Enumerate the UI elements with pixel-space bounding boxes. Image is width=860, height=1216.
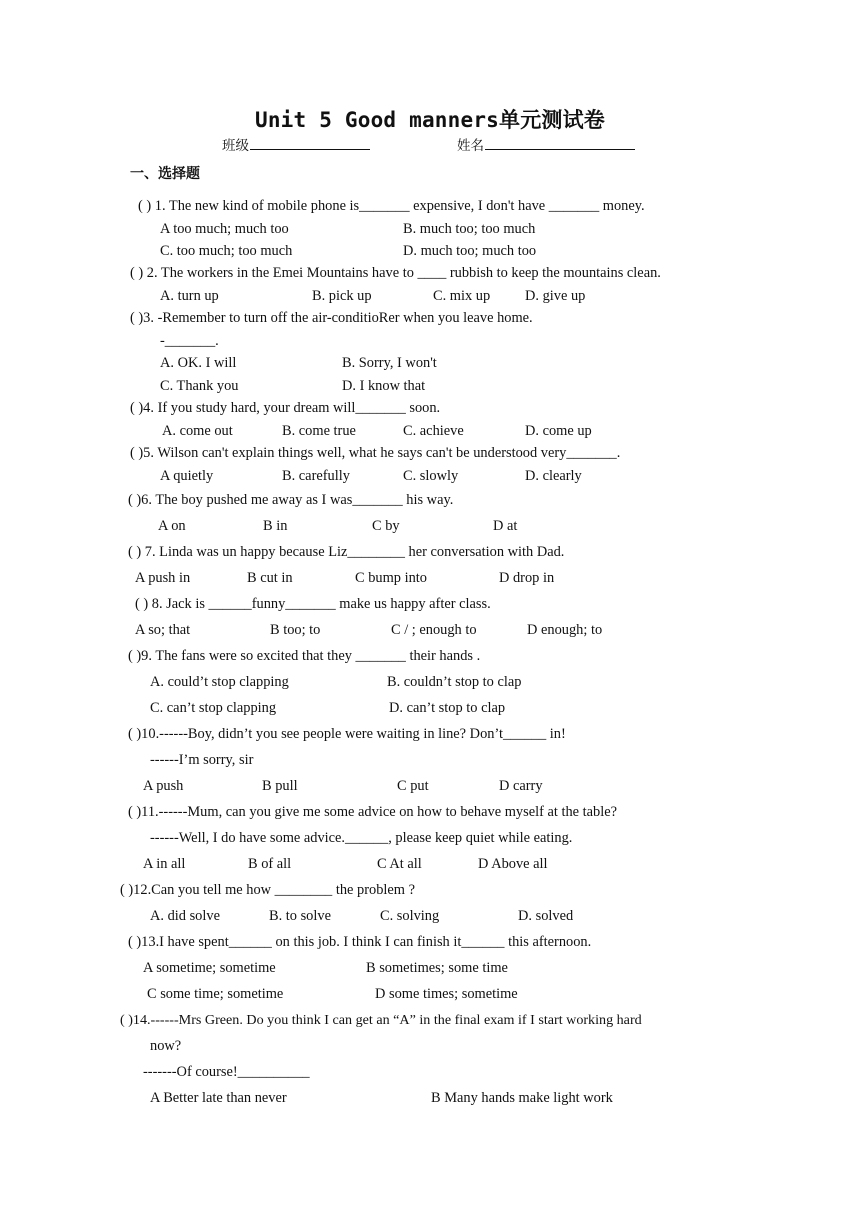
class-blank — [250, 148, 370, 150]
q13-option-c: C some time; sometime — [147, 986, 284, 1002]
q7-option-c: C bump into — [355, 570, 427, 586]
page-title: Unit 5 Good manners单元测试卷 — [254, 108, 606, 132]
q9-option-c: C. can’t stop clapping — [150, 700, 277, 716]
q7-option-b: B cut in — [247, 570, 293, 586]
q12-option-b: B. to solve — [269, 908, 331, 924]
q13-option-d: D some times; sometime — [375, 986, 518, 1002]
q10-option-b: B pull — [262, 778, 298, 794]
q3-option-a: A. OK. I will — [160, 355, 237, 371]
question-13: ( )13.I have spent______ on this job. I think I can finish it______ this afternoon. — [128, 934, 592, 950]
q3-option-b: B. Sorry, I won't — [342, 355, 437, 371]
question-6: ( )6. The boy pushed me away as I was_______ his way. — [128, 492, 454, 508]
q14-option-b: B Many hands make light work — [431, 1090, 613, 1106]
q10-option-d: D carry — [499, 778, 543, 794]
question-7: ( ) 7. Linda was un happy because Liz________ her conversation with Dad. — [128, 544, 565, 560]
q8-option-b: B too; to — [270, 622, 321, 638]
question-4: ( )4. If you study hard, your dream will_______ soon. — [130, 400, 441, 416]
q4-option-d: D. come up — [525, 423, 592, 439]
q2-option-d: D. give up — [525, 288, 586, 304]
q11-response: ------Well, I do have some advice.______, please keep quiet while eating. — [150, 830, 573, 846]
question-12: ( )12.Can you tell me how ________ the problem ? — [120, 882, 415, 898]
question-3: ( )3. -Remember to turn off the air-conditioRer when you leave home. — [130, 310, 533, 326]
q12-option-a: A. did solve — [150, 908, 220, 924]
q12-option-c: C. solving — [380, 908, 440, 924]
q6-option-b: B in — [263, 518, 288, 534]
q7-option-d: D drop in — [499, 570, 555, 586]
q12-option-d: D. solved — [518, 908, 574, 924]
q5-option-b: B. carefully — [282, 468, 350, 484]
q3-option-d: D. I know that — [342, 378, 426, 394]
q10-option-c: C put — [397, 778, 429, 794]
q13-option-a: A sometime; sometime — [143, 960, 276, 976]
question-9: ( )9. The fans were so excited that they _______ their hands . — [128, 648, 481, 664]
q11-option-d: D Above all — [478, 856, 548, 872]
q14-option-a: A Better late than never — [150, 1090, 287, 1106]
q5-option-d: D. clearly — [525, 468, 582, 484]
q4-option-c: C. achieve — [403, 423, 464, 439]
q10-option-a: A push — [143, 778, 184, 794]
q3-response: -_______. — [160, 333, 219, 349]
q8-option-c: C / ; enough to — [391, 622, 477, 638]
q9-option-d: D. can’t stop to clap — [389, 700, 506, 716]
q1-option-a: A too much; much too — [160, 221, 289, 237]
question-2: ( ) 2. The workers in the Emei Mountains have to ____ rubbish to keep the mountains clean. — [130, 265, 661, 281]
question-5: ( )5. Wilson can't explain things well, what he says can't be understood very_______. — [130, 445, 621, 461]
q6-option-d: D at — [493, 518, 518, 534]
class-label: 班级 — [222, 138, 249, 154]
q8-option-d: D enough; to — [527, 622, 603, 638]
q1-option-b: B. much too; too much — [403, 221, 536, 237]
q3-option-c: C. Thank you — [160, 378, 239, 394]
question-14: ( )14.------Mrs Green. Do you think I can get an “A” in the final exam if I start working hard — [120, 1012, 642, 1028]
class-field — [222, 137, 370, 155]
question-14-continued: now? — [150, 1038, 182, 1054]
q7-option-a: A push in — [135, 570, 191, 586]
q5-option-c: C. slowly — [403, 468, 459, 484]
q9-option-a: A. could’t stop clapping — [150, 674, 289, 690]
question-10: ( )10.------Boy, didn’t you see people were waiting in line? Don’t______ in! — [128, 726, 566, 742]
q10-response: ------I’m sorry, sir — [150, 752, 254, 768]
q8-option-a: A so; that — [135, 622, 191, 638]
q2-option-b: B. pick up — [312, 288, 372, 304]
q4-option-b: B. come true — [282, 423, 356, 439]
q11-option-b: B of all — [248, 856, 292, 872]
q5-option-a: A quietly — [160, 468, 214, 484]
name-field — [457, 137, 635, 155]
q11-option-a: A in all — [143, 856, 186, 872]
name-blank — [485, 148, 635, 150]
name-label: 姓名 — [457, 138, 484, 154]
question-1: ( ) 1. The new kind of mobile phone is_______ expensive, I don't have _______ money. — [138, 198, 645, 214]
question-8: ( ) 8. Jack is ______funny_______ make us happy after class. — [135, 596, 491, 612]
q2-option-a: A. turn up — [160, 288, 219, 304]
q4-option-a: A. come out — [162, 423, 233, 439]
q9-option-b: B. couldn’t stop to clap — [387, 674, 522, 690]
q13-option-b: B sometimes; some time — [366, 960, 508, 976]
q6-option-c: C by — [372, 518, 400, 534]
q14-response: -------Of course!__________ — [143, 1064, 310, 1080]
question-11: ( )11.------Mum, can you give me some advice on how to behave myself at the table? — [128, 804, 617, 820]
q1-option-d: D. much too; much too — [403, 243, 537, 259]
q1-option-c: C. too much; too much — [160, 243, 293, 259]
section-heading: 一、选择题 — [130, 166, 200, 182]
q11-option-c: C At all — [377, 856, 422, 872]
q2-option-c: C. mix up — [433, 288, 491, 304]
q6-option-a: A on — [158, 518, 186, 534]
